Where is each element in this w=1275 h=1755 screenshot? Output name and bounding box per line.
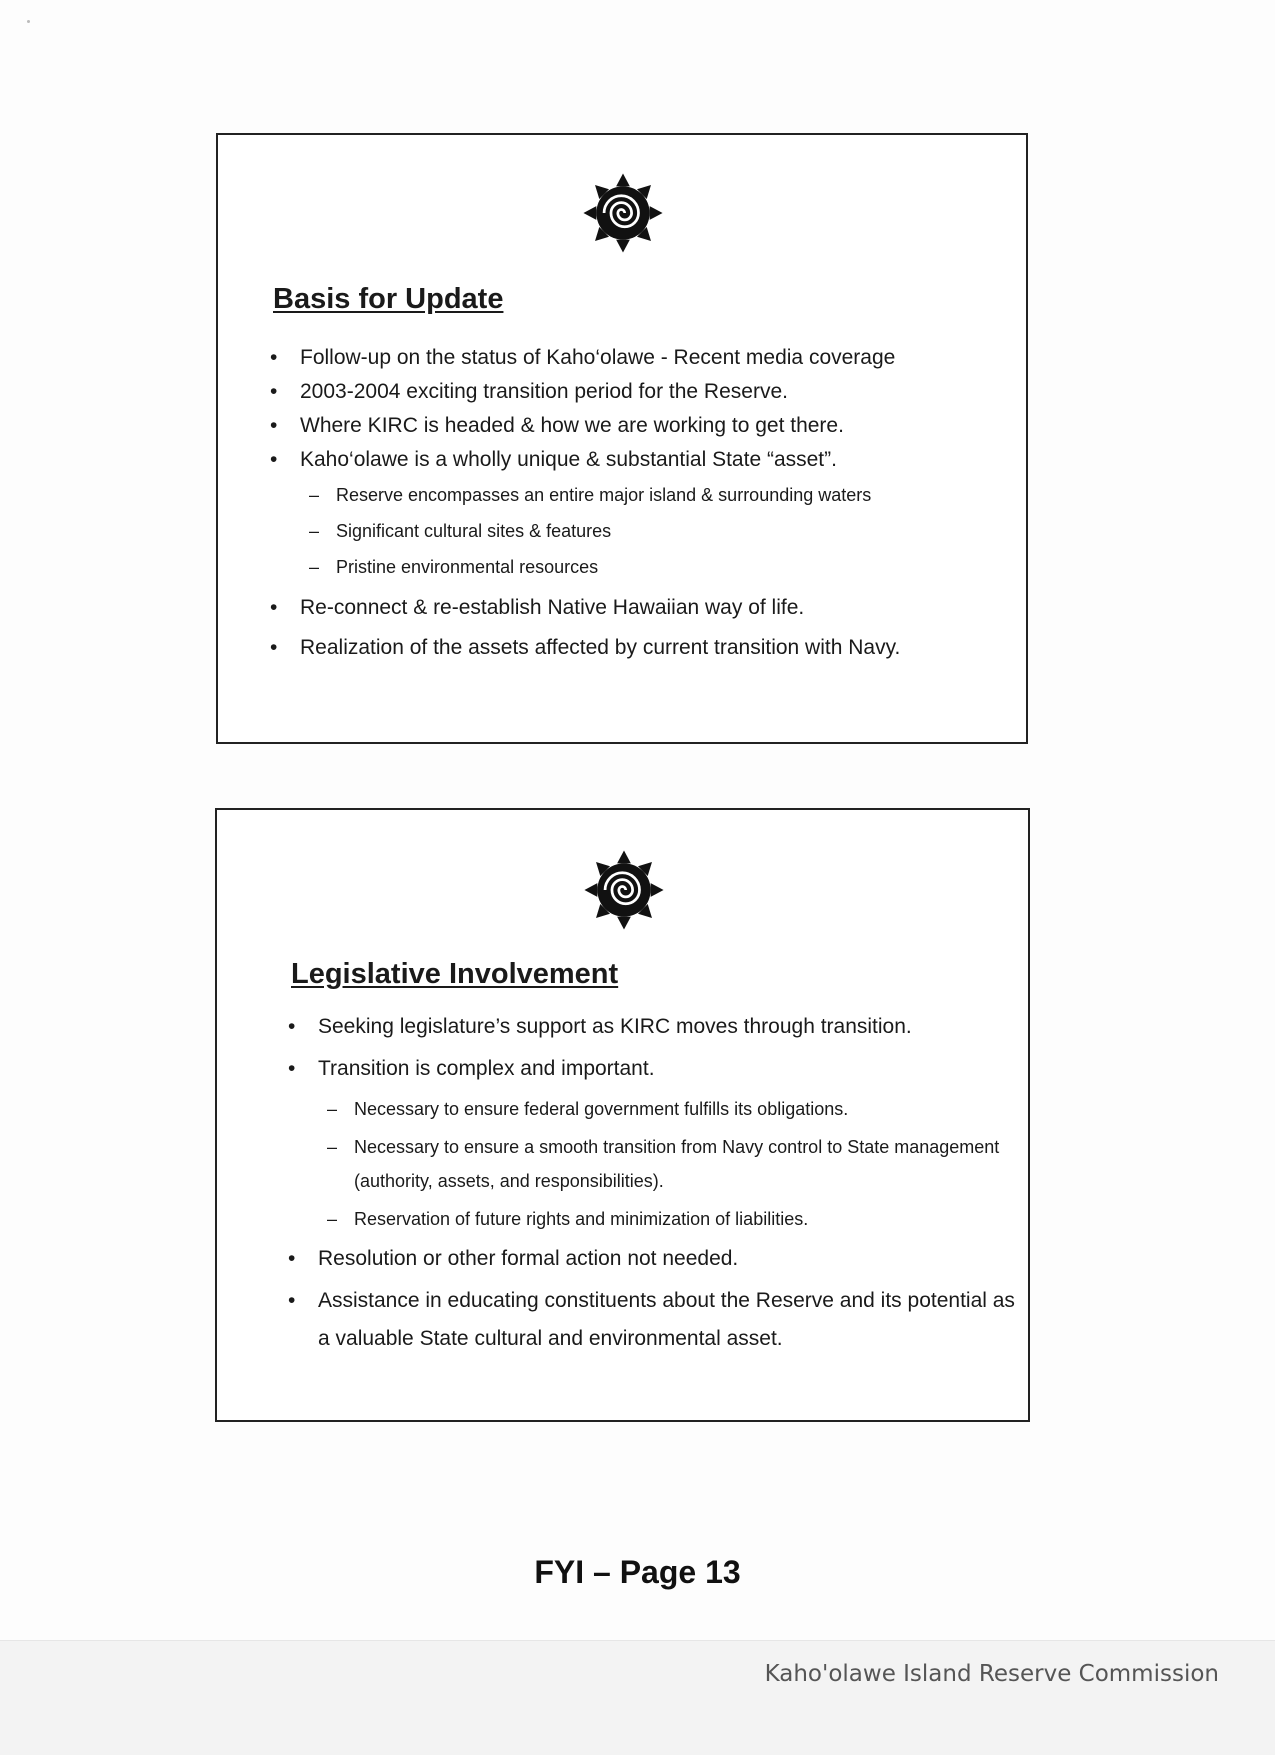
sub-list-item: – Necessary to ensure a smooth transition from Navy control to State management (authority, assets, and responsibilities).	[288, 1130, 1018, 1198]
bullet-list	[288, 1008, 1018, 1362]
list-item: • Resolution or other formal action not needed.	[288, 1240, 1018, 1278]
list-item: • Re-connect & re-establish Native Hawaiian way of life.	[270, 591, 1016, 625]
list-item: • Where KIRC is headed & how we are working to get there.	[270, 409, 1016, 443]
list-item: • Seeking legislature’s support as KIRC moves through transition.	[288, 1008, 1018, 1046]
slide-title: Legislative Involvement	[291, 958, 619, 990]
list-item: • Kaho‘olawe is a wholly unique & substantial State “asset”.	[270, 443, 1016, 477]
list-item: • Realization of the assets affected by current transition with Navy.	[270, 631, 1016, 665]
scan-speck	[27, 20, 30, 23]
page-bottom-band	[0, 1640, 1275, 1755]
organization-watermark: Kaho'olawe Island Reserve Commission	[764, 1661, 1219, 1687]
sub-list-item: – Reservation of future rights and minimization of liabilities.	[288, 1202, 1018, 1236]
slide-basis-for-update	[216, 133, 1028, 744]
kirc-spiral-logo-icon	[581, 847, 667, 933]
sub-list-item: – Necessary to ensure federal government fulfills its obligations.	[288, 1092, 1018, 1126]
page-number-label: FYI – Page 13	[534, 1554, 741, 1590]
list-item: • Assistance in educating constituents about the Reserve and its potential as a valuable State cultural and environmental asset.	[288, 1282, 1018, 1358]
list-item: • 2003-2004 exciting transition period for the Reserve.	[270, 375, 1016, 409]
slide-title: Basis for Update	[273, 283, 504, 315]
kirc-spiral-logo-icon	[580, 170, 666, 256]
list-item: • Follow-up on the status of Kaho‘olawe - Recent media coverage	[270, 341, 1016, 375]
sub-list-item: – Significant cultural sites & features	[270, 513, 1016, 549]
bullet-list	[270, 341, 1016, 665]
sub-list-item: – Pristine environmental resources	[270, 549, 1016, 585]
slide-legislative-involvement	[215, 808, 1030, 1422]
list-item: • Transition is complex and important.	[288, 1050, 1018, 1088]
sub-list-item: – Reserve encompasses an entire major island & surrounding waters	[270, 477, 1016, 513]
